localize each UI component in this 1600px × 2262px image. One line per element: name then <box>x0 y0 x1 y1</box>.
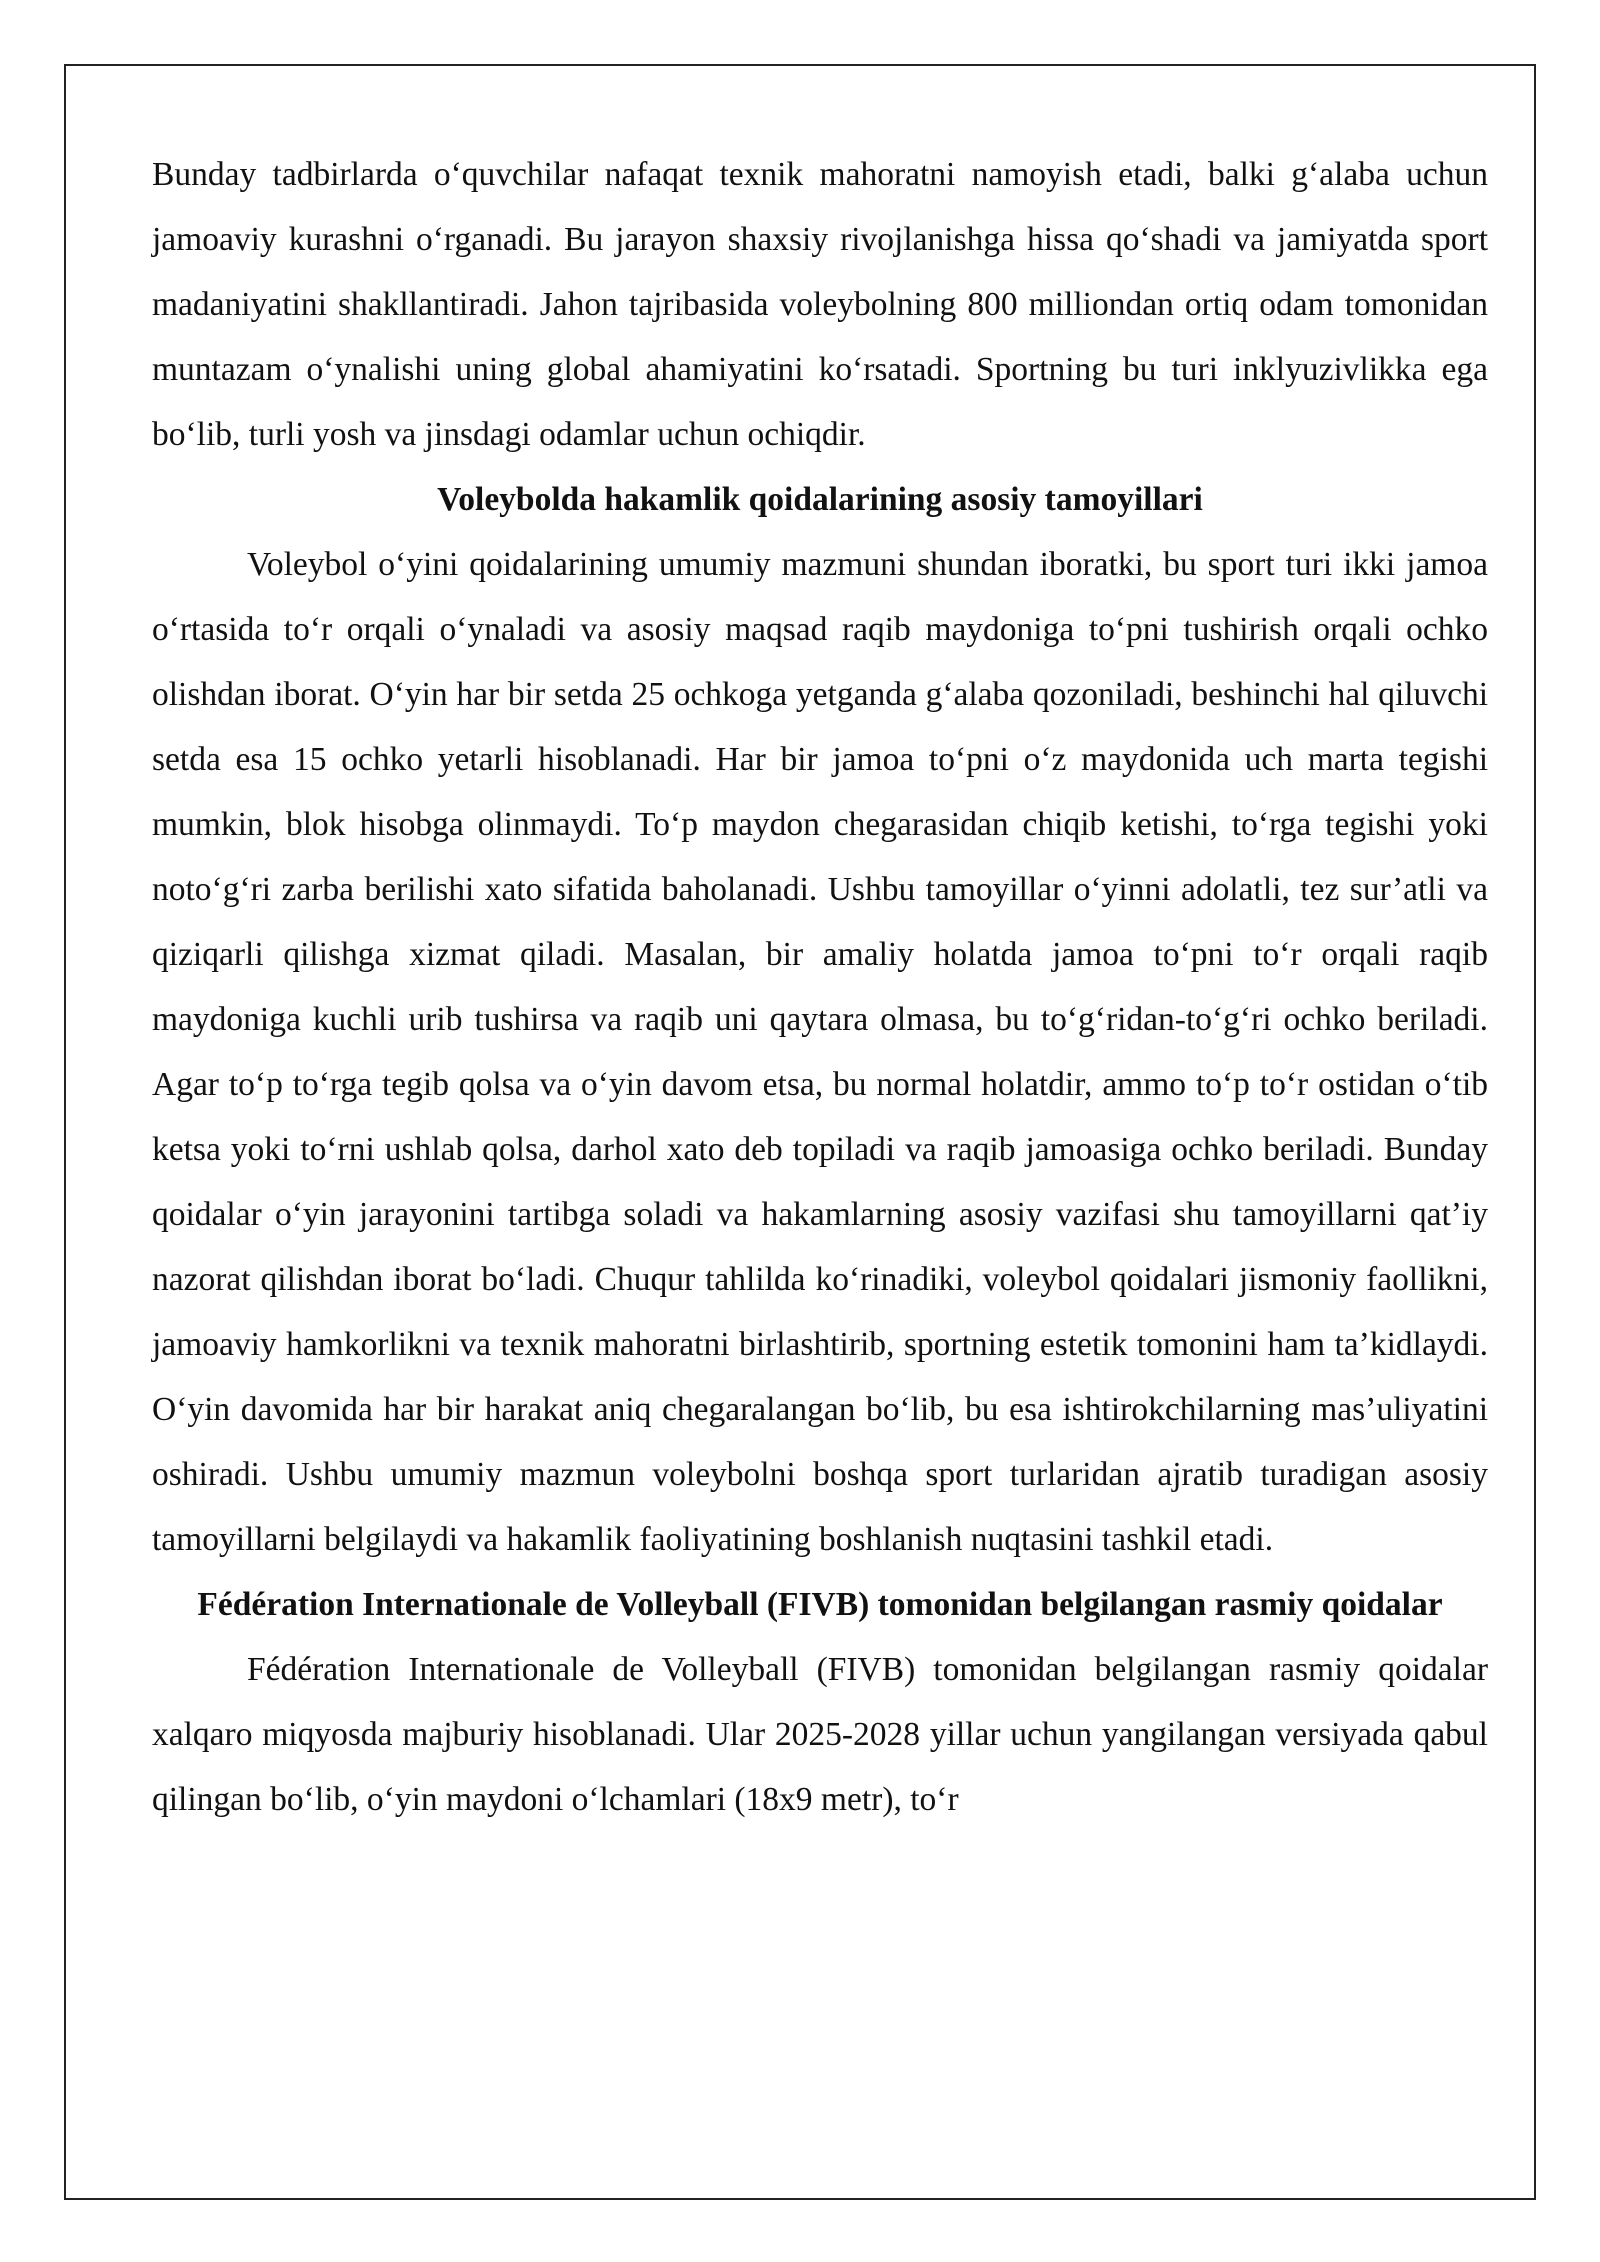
paragraph-intro: Bunday tadbirlarda o‘quvchilar nafaqat texnik mahoratni namoyish etadi, balki g‘alaba uchun jamoaviy kurashni o‘rganadi. Bu jarayon shaxsiy rivojlanishga hissa qo‘shadi va jamiyatda sport madaniyatini shakllantiradi. Jahon tajribasida voleybolning 800 milliondan ortiq odam tomonidan muntazam o‘ynalishi uning global ahamiyatini ko‘rsatadi. Sportning bu turi inklyuzivlikka ega bo‘lib, turli yosh va jinsdagi odamlar uchun ochiqdir. <box>152 156 1488 453</box>
document-body <box>152 142 1488 1832</box>
paragraph-principles: Voleybol o‘yini qoidalarining umumiy mazmuni shundan iboratki, bu sport turi ikki jamoa o‘rtasida to‘r orqali o‘ynaladi va asosiy maqsad raqib maydoniga to‘pni tushirish orqali ochko olishdan iborat. O‘yin har bir setda 25 ochkoga yetganda g‘alaba qozoniladi, beshinchi hal qiluvchi setda esa 15 ochko yetarli hisoblanadi. Har bir jamoa to‘pni o‘z maydonida uch marta tegishi mumkin, blok hisobga olinmaydi. To‘p maydon chegarasidan chiqib ketishi, to‘rga tegishi yoki noto‘g‘ri zarba berilishi xato sifatida baholanadi. Ushbu tamoyillar o‘yinni adolatli, tez sur’atli va qiziqarli qilishga xizmat qiladi. Masalan, bir amaliy holatda jamoa to‘pni to‘r orqali raqib maydoniga kuchli urib tushirsa va raqib uni qaytara olmasa, bu to‘g‘ridan-to‘g‘ri ochko beriladi. Agar to‘p to‘rga tegib qolsa va o‘yin davom etsa, bu normal holatdir, ammo to‘p to‘r ostidan o‘tib ketsa yoki to‘rni ushlab qolsa, darhol xato deb topiladi va raqib jamoasiga ochko beriladi. Bunday qoidalar o‘yin jarayonini tartibga soladi va hakamlarning asosiy vazifasi shu tamoyillarni qat’iy nazorat qilishdan iborat bo‘ladi. Chuqur tahlilda ko‘rinadiki, voleybol qoidalari jismoniy faollikni, jamoaviy hamkorlikni va texnik mahoratni birlashtirib, sportning estetik tomonini ham ta’kidlaydi. O‘yin davomida har bir harakat aniq chegaralangan bo‘lib, bu esa ishtirokchilarning mas’uliyatini oshiradi. Ushbu umumiy mazmun voleybolni boshqa sport turlaridan ajratib turadigan asosiy tamoyillarni belgilaydi va hakamlik faoliyatining boshlanish nuqtasini tashkil etadi. <box>152 546 1488 1558</box>
section-heading-principles: Voleybolda hakamlik qoidalarining asosiy tamoyillari <box>437 481 1203 518</box>
paragraph-fivb: Fédération Internationale de Volleyball (FIVB) tomonidan belgilangan rasmiy qoidalar xalqaro miqyosda majburiy hisoblanadi. Ular 2025-2028 yillar uchun yangilangan versiyada qabul qilingan bo‘lib, o‘yin maydoni o‘lchamlari (18x9 metr), to‘r <box>152 1651 1488 1818</box>
section-heading-fivb: Fédération Internationale de Volleyball (FIVB) tomonidan belgilangan rasmiy qoidalar <box>197 1586 1443 1623</box>
